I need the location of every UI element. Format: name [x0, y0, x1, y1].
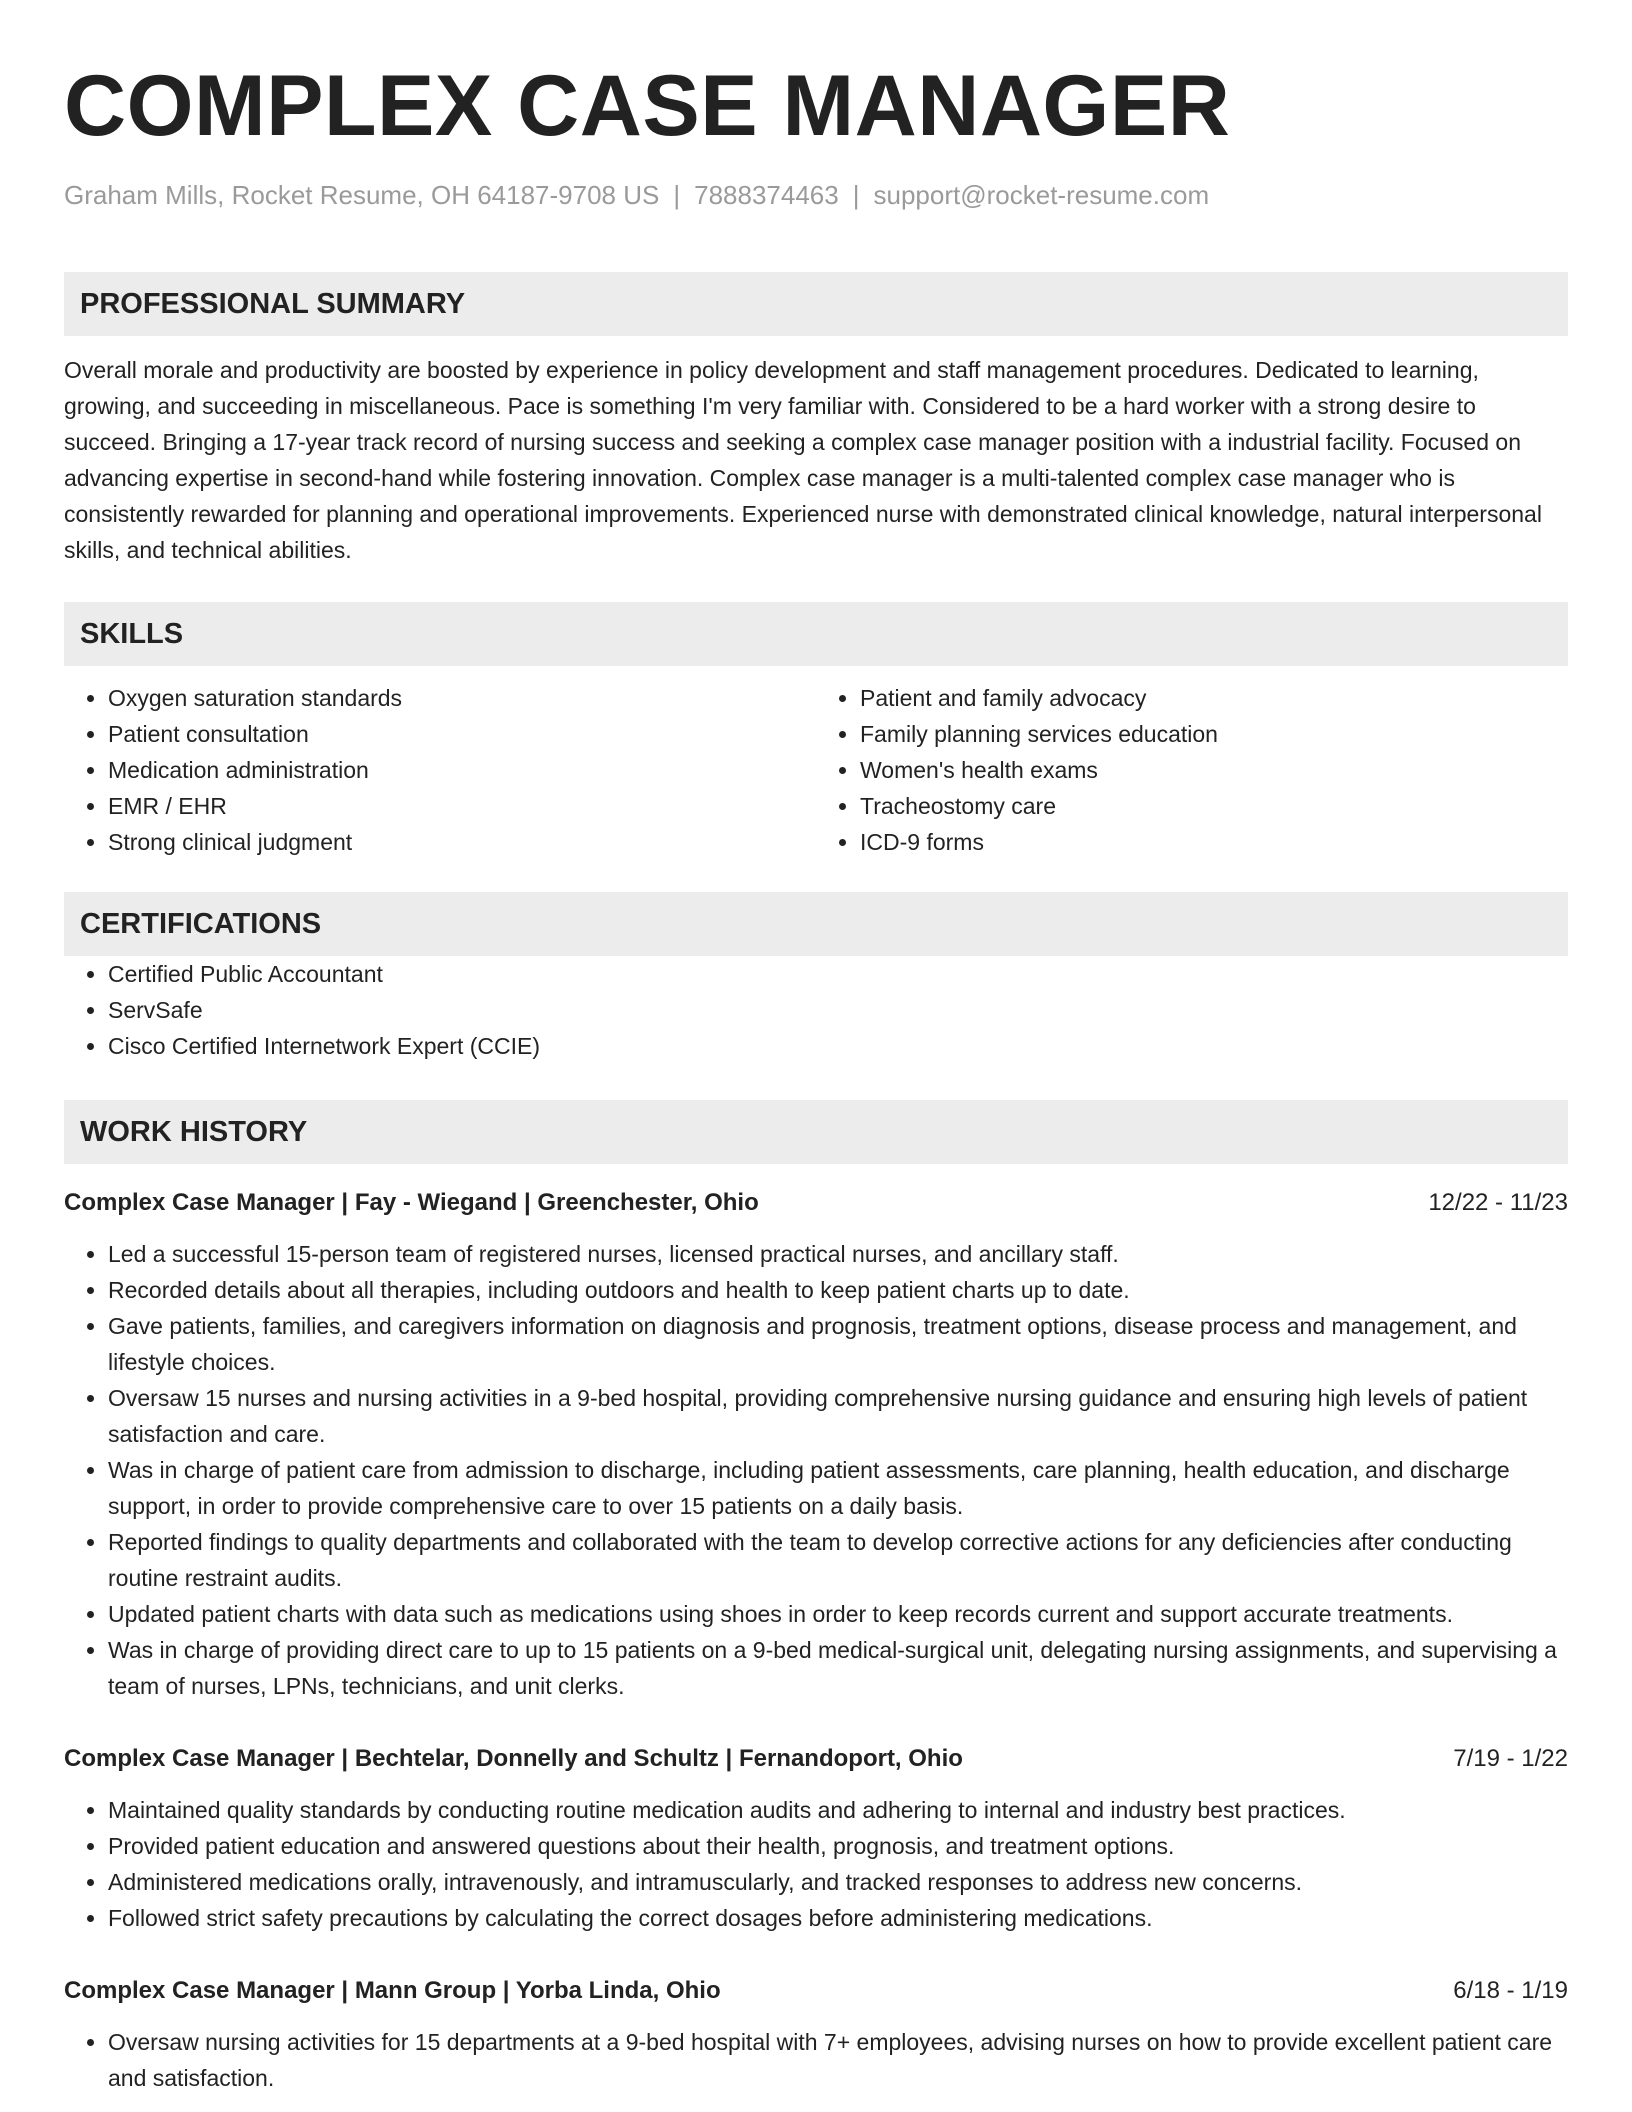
skill-item: • EMR / EHR — [108, 788, 816, 824]
certifications-heading: CERTIFICATIONS — [64, 892, 1568, 956]
skills-heading: SKILLS — [64, 602, 1568, 666]
job-bullet: • Oversaw 15 nurses and nursing activities in a 9-bed hospital, providing comprehensive nursing guidance and ensuring high levels of patient satisfaction and care. — [108, 1380, 1568, 1452]
contact-separator: | — [673, 180, 681, 210]
job-bullets — [64, 1792, 1568, 1936]
certifications-list — [64, 956, 1568, 1064]
job-bullets — [64, 1236, 1568, 1704]
job-bullet: • Administered medications orally, intravenously, and intramuscularly, and tracked responses to address new concerns. — [108, 1864, 1568, 1900]
job-bullets — [64, 2024, 1568, 2096]
job-bullet: • Oversaw nursing activities for 15 departments at a 9-bed hospital with 7+ employees, advising nurses on how to provide excellent patient care and satisfaction. — [108, 2024, 1568, 2096]
contact-line — [64, 178, 1568, 212]
job-bullet: • Recorded details about all therapies, including outdoors and health to keep patient charts up to date. — [108, 1272, 1568, 1308]
job-bullet: • Was in charge of providing direct care to up to 15 patients on a 9-bed medical-surgical unit, delegating nursing assignments, and supervising a team of nurses, LPNs, technicians, and unit clerks. — [108, 1632, 1568, 1704]
contact-phone: 7888374463 — [694, 180, 839, 210]
job-dates: 12/22 - 11/23 — [1428, 1189, 1568, 1216]
skill-item: • Patient consultation — [108, 716, 816, 752]
summary-text: Overall morale and productivity are boosted by experience in policy development and staff management procedures. Dedicated to learning, growing, and succeeding in miscellaneous. Pace is something I'm very familiar with. Considered to be a hard worker with a strong desire to succeed. Bringing a 17-year track record of nursing success and seeking a complex case manager position with a industrial facility. Focused on advancing expertise in second-hand while fostering innovation. Complex case manager is a multi-talented complex case manager who is consistently rewarded for planning and operational improvements. Experienced nurse with demonstrated clinical knowledge, natural interpersonal skills, and technical abilities. — [64, 357, 1542, 563]
job-header — [64, 1974, 1568, 2008]
skills-list-left — [64, 680, 816, 860]
job-bullet: • Updated patient charts with data such as medications using shoes in order to keep records current and support accurate treatments. — [108, 1596, 1568, 1632]
resume-title: COMPLEX CASE MANAGER — [64, 58, 1231, 154]
skills-columns — [64, 680, 1568, 860]
job-bullet: • Was in charge of patient care from admission to discharge, including patient assessments, care planning, health education, and discharge support, in order to provide comprehensive care to over 15 patients on a daily basis. — [108, 1452, 1568, 1524]
job-bullet: • Provided patient education and answered questions about their health, prognosis, and treatment options. — [108, 1828, 1568, 1864]
skill-item: • Strong clinical judgment — [108, 824, 816, 860]
job-header — [64, 1186, 1568, 1220]
job-entry — [64, 1742, 1568, 1936]
job-header — [64, 1742, 1568, 1776]
contact-email: support@rocket-resume.com — [873, 180, 1210, 210]
job-bullet: • Gave patients, families, and caregivers information on diagnosis and prognosis, treatment options, disease process and management, and lifestyle choices. — [108, 1308, 1568, 1380]
skills-list-right — [816, 680, 1568, 860]
skill-item: • Oxygen saturation standards — [108, 680, 816, 716]
job-bullet: • Followed strict safety precautions by calculating the correct dosages before administering medications. — [108, 1900, 1568, 1936]
job-dates: 7/19 - 1/22 — [1453, 1745, 1568, 1772]
job-title: Complex Case Manager | Bechtelar, Donnelly and Schultz | Fernandoport, Ohio — [64, 1745, 963, 1772]
job-entry — [64, 1974, 1568, 2096]
skill-item: • ICD-9 forms — [860, 824, 1568, 860]
skill-item: • Family planning services education — [860, 716, 1568, 752]
certification-item: • Certified Public Accountant — [108, 956, 1568, 992]
job-bullet: • Reported findings to quality departments and collaborated with the team to develop corrective actions for any deficiencies after conducting routine restraint audits. — [108, 1524, 1568, 1596]
certification-item: • ServSafe — [108, 992, 1568, 1028]
job-entry — [64, 1186, 1568, 1704]
skill-item: • Medication administration — [108, 752, 816, 788]
skill-item: • Women's health exams — [860, 752, 1568, 788]
summary-heading: PROFESSIONAL SUMMARY — [64, 272, 1568, 336]
skill-item: • Tracheostomy care — [860, 788, 1568, 824]
contact-address: Graham Mills, Rocket Resume, OH 64187-9708 US — [64, 180, 660, 210]
skill-item: • Patient and family advocacy — [860, 680, 1568, 716]
job-dates: 6/18 - 1/19 — [1453, 1977, 1568, 2004]
job-title: Complex Case Manager | Fay - Wiegand | Greenchester, Ohio — [64, 1189, 759, 1216]
job-bullet: • Maintained quality standards by conducting routine medication audits and adhering to internal and industry best practices. — [108, 1792, 1568, 1828]
contact-separator: | — [852, 180, 860, 210]
certification-item: • Cisco Certified Internetwork Expert (CCIE) — [108, 1028, 1568, 1064]
work-history-heading: WORK HISTORY — [64, 1100, 1568, 1164]
job-title: Complex Case Manager | Mann Group | Yorba Linda, Ohio — [64, 1977, 721, 2004]
job-bullet: • Led a successful 15-person team of registered nurses, licensed practical nurses, and ancillary staff. — [108, 1236, 1568, 1272]
